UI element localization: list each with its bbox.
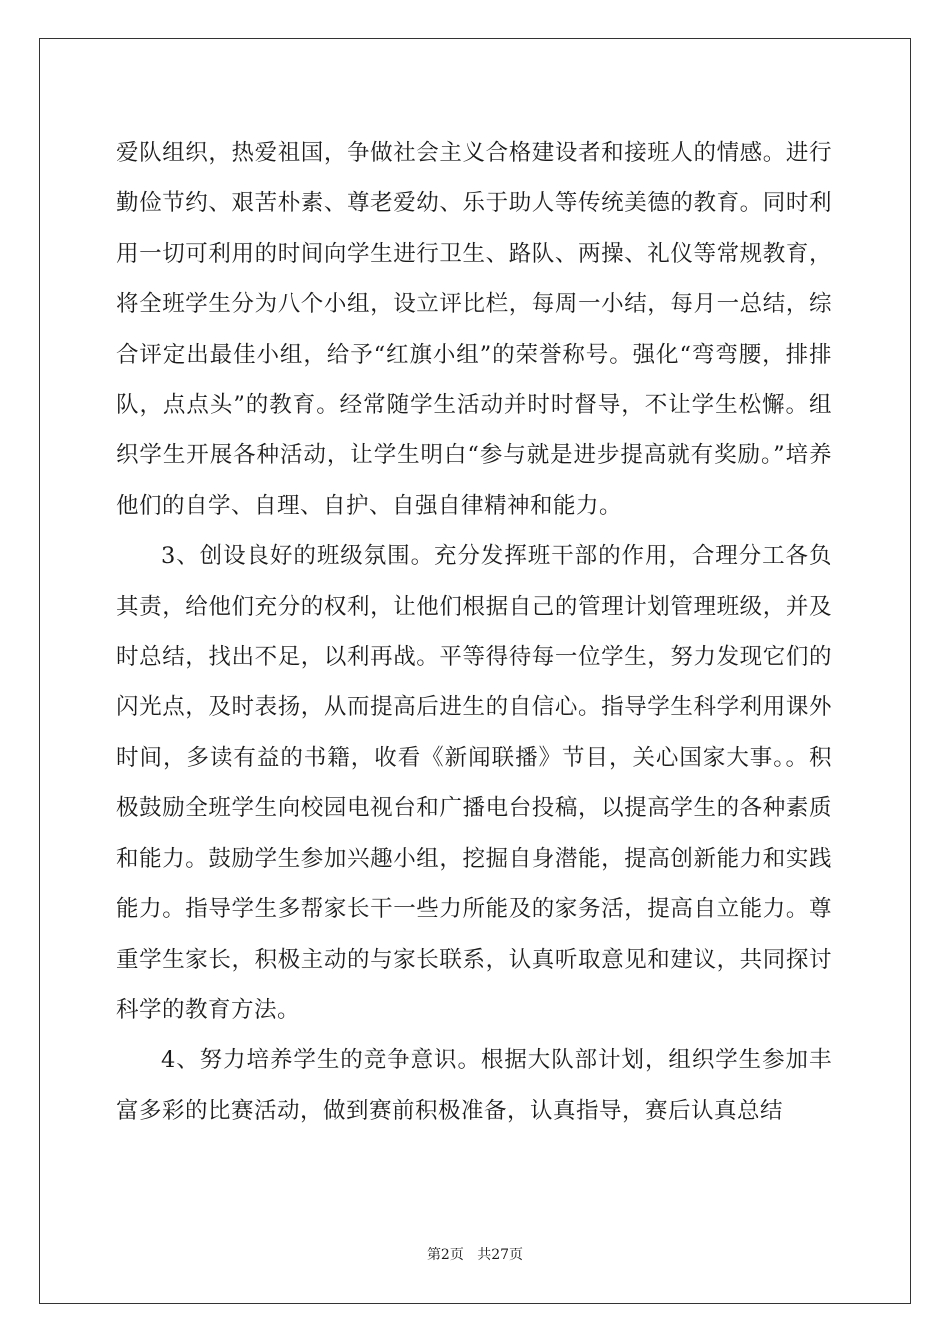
page-total: 共27页 bbox=[477, 1247, 524, 1263]
paragraph-2: 3、创设良好的班级氛围。充分发挥班干部的作用，合理分工各负其责，给他们充分的权利，让他们根据自己的管理计划管理班级，并及时总结，找出不足，以利再战。平等得待每一位学生，努力发现它们的闪光点，及时表扬，从而提高后进生的自信心。指导学生科学利用课外时间，多读有益的书籍，收看《新闻联播》节目，关心国家大事。。积极鼓励全班学生向校园电视台和广播电台投稿，以提高学生的各种素质和能力。鼓励学生参加兴趣小组，挖掘自身潜能，提高创新能力和实践能力。指导学生多帮家长干一些力所能及的家务活，提高自立能力。尊重学生家长，积极主动的与家长联系，认真听取意见和建议，共同探讨科学的教育方法。 bbox=[116, 543, 832, 1023]
page-footer bbox=[0, 1244, 950, 1264]
paragraph-3: 4、努力培养学生的竞争意识。根据大队部计划，组织学生参加丰富多彩的比赛活动，做到赛前积极准备，认真指导，赛后认真总结 bbox=[116, 1047, 832, 1124]
page-number: 第2页 bbox=[426, 1247, 464, 1263]
paragraph-1: 爱队组织，热爱祖国，争做社会主义合格建设者和接班人的情感。进行勤俭节约、艰苦朴素、尊老爱幼、乐于助人等传统美德的教育。同时利用一切可利用的时间向学生进行卫生、路队、两操、礼仪等常规教育，将全班学生分为八个小组，设立评比栏，每周一小结，每月一总结，综合评定出最佳小组，给予“红旗小组”的荣誉称号。强化“弯弯腰，排排队，点点头”的教育。经常随学生活动并时时督导，不让学生松懈。组织学生开展各种活动，让学生明白“参与就是进步提高就有奖励。”培养他们的自学、自理、自护、自强自律精神和能力。 bbox=[116, 140, 832, 519]
document-body bbox=[116, 128, 832, 1136]
